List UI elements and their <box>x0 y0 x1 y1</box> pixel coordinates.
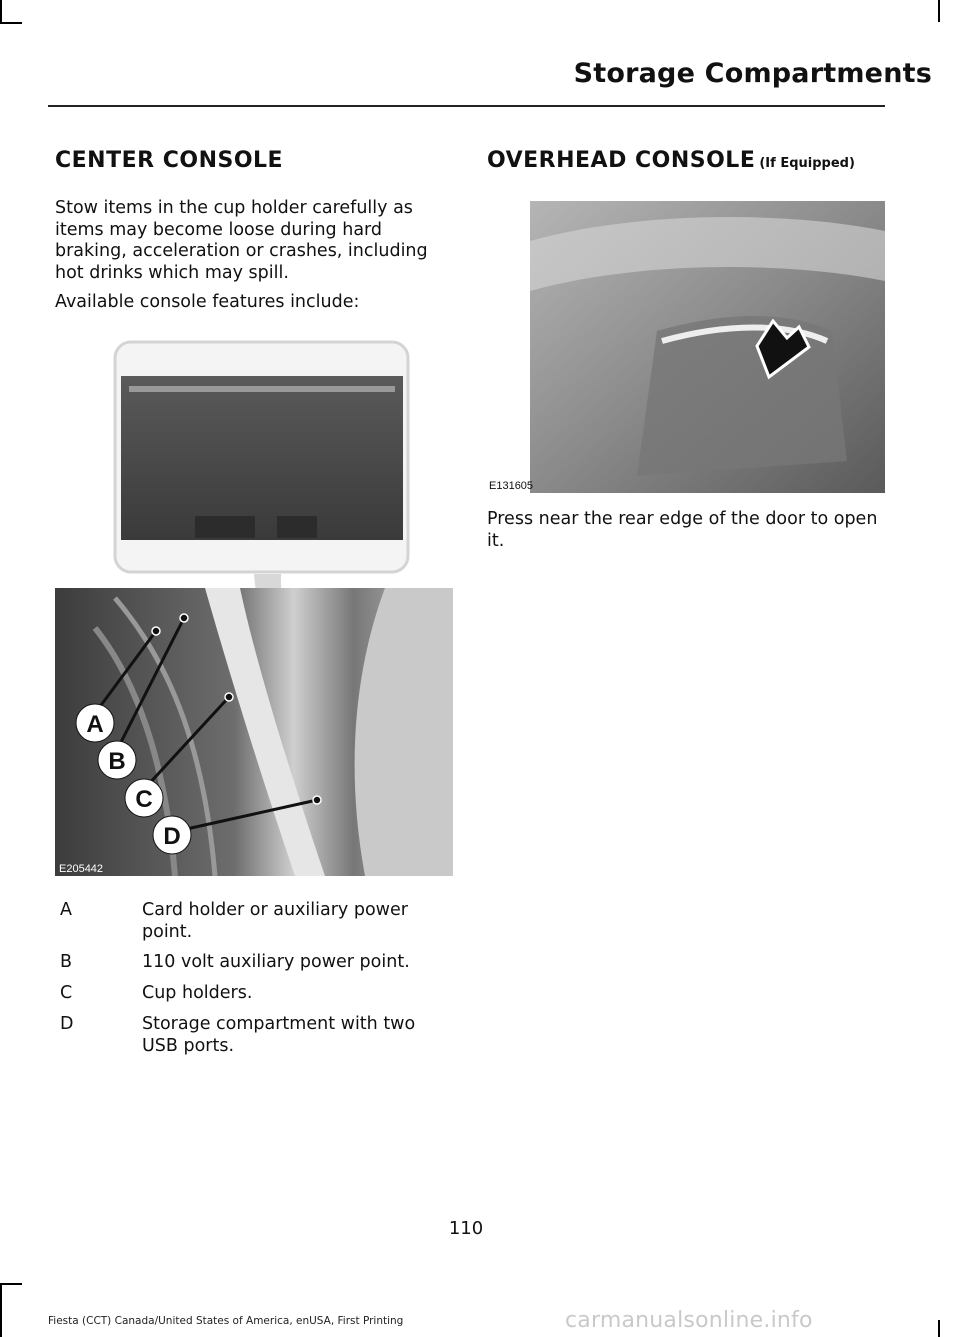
overhead-console-figure-code: E131605 <box>489 480 534 492</box>
zoom-image <box>121 376 403 540</box>
callout-a <box>76 704 114 742</box>
footer-edition-text: Fiesta (CCT) Canada/United States of America, enUSA, First Printing <box>48 1315 404 1327</box>
legend-item-a <box>60 900 450 944</box>
overhead-console-heading-text: OVERHEAD CONSOLE <box>487 148 756 173</box>
header-divider <box>48 105 885 107</box>
legend-item-c <box>60 983 450 1005</box>
crop-mark-bottom-right <box>938 1320 940 1337</box>
page-title: Storage Compartments <box>573 58 932 89</box>
legend-letter-d: D <box>60 1014 74 1034</box>
legend-letter-c: C <box>60 983 73 1003</box>
overhead-console-illustration <box>487 201 885 493</box>
legend-item-b <box>60 952 450 974</box>
page-number: 110 <box>448 1218 484 1239</box>
overhead-console-heading <box>487 148 855 173</box>
legend-letter-a: A <box>60 900 72 920</box>
callout-c <box>125 779 163 817</box>
crop-mark-bottom-left-h <box>0 1283 22 1285</box>
crop-mark-top-left <box>0 0 2 22</box>
overhead-console-heading-suffix: (If Equipped) <box>759 156 855 171</box>
legend-text-a: Card holder or auxiliary power point. <box>142 900 408 942</box>
legend-letter-b: B <box>60 952 73 972</box>
center-console-figure-code: E205442 <box>59 863 104 875</box>
callout-d-label: D <box>163 823 181 850</box>
center-console-paragraph-2: Available console features include: <box>55 292 360 312</box>
overhead-console-figure <box>487 201 885 493</box>
callout-b-label: B <box>108 748 126 775</box>
callout-d <box>153 816 191 854</box>
overhead-console-paragraph: Press near the rear edge of the door to open it. <box>487 509 878 551</box>
legend-text-c: Cup holders. <box>142 983 253 1003</box>
crop-mark-top-right <box>938 0 940 22</box>
center-console-illustration <box>55 338 453 876</box>
crop-mark-top-left-h <box>0 22 22 24</box>
callout-c-label: C <box>135 786 153 813</box>
legend-text-b: 110 volt auxiliary power point. <box>142 952 410 972</box>
legend-item-d <box>60 1014 450 1058</box>
legend-text-d: Storage compartment with two USB ports. <box>142 1014 416 1056</box>
callout-a-label: A <box>86 711 104 738</box>
watermark: carmanualsonline.info <box>565 1308 813 1333</box>
crop-mark-bottom-left <box>0 1283 2 1337</box>
center-console-heading: CENTER CONSOLE <box>55 148 284 173</box>
center-console-paragraph-1: Stow items in the cup holder carefully as items may become loose during hard braking, acceleration or crashes, including hot drinks which may spill. <box>55 198 428 283</box>
center-console-figure <box>55 338 453 876</box>
callout-b <box>98 741 136 779</box>
